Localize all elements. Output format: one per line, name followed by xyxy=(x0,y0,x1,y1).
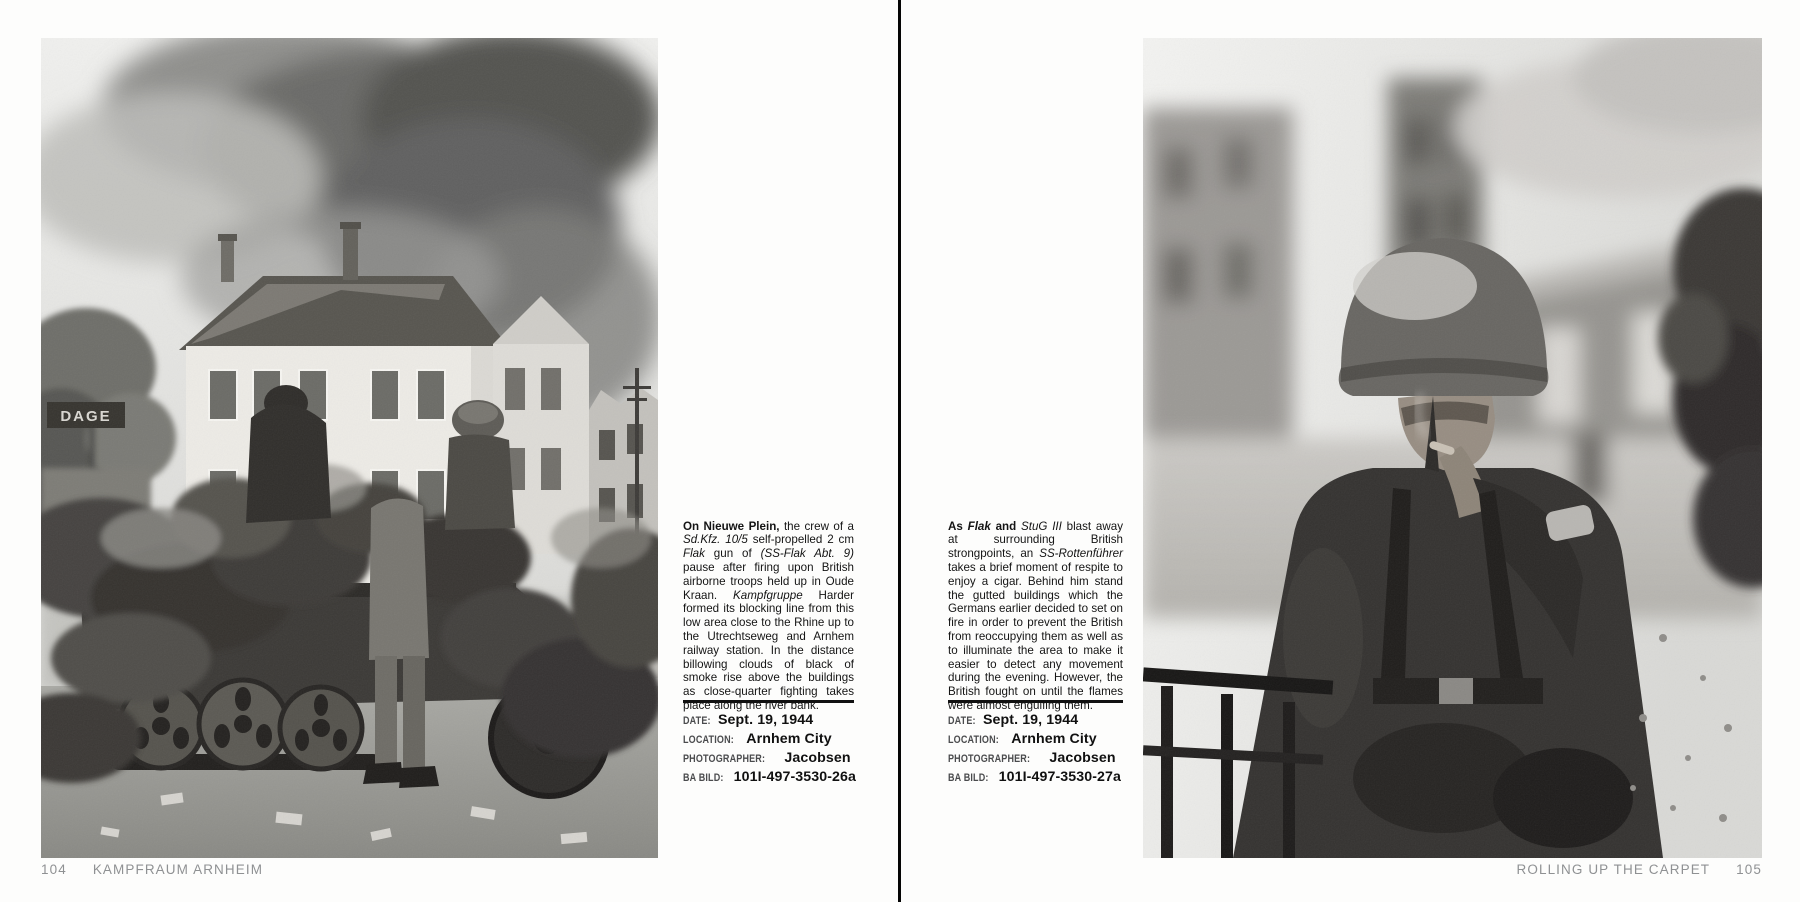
ba-bild-value: 101I-497-3530-26a xyxy=(733,769,857,785)
left-page-number: 104 xyxy=(41,862,67,877)
photographer-value: Jacobsen xyxy=(1049,750,1116,766)
garage-sign-text: DAGE xyxy=(60,408,112,425)
left-photo-caption: On Nieuwe Plein, the crew of a Sd.Kfz. 10/5 self-propelled 2 cm Flak gun of (SS-Flak Abt. 9) pause after firing upon British airborne troops held up in Oude Kraan. Kampfgruppe Harder formed its blocking line from this low area close to the Rhine up to the Utrechtseweg and Arnhem railway station. In the distance billowing clouds of black of smoke rise above the buildings as close-quarter fighting takes place along the river bank. xyxy=(683,519,854,712)
ba-bild-label: BA BILD: xyxy=(948,772,989,784)
date-value: Sept. 19, 1944 xyxy=(717,712,814,728)
film-grain xyxy=(1143,38,1762,858)
right-metadata-rule xyxy=(948,700,1123,703)
page-gutter-line xyxy=(898,0,901,902)
left-photo-art xyxy=(41,38,658,858)
date-value: Sept. 19, 1944 xyxy=(982,712,1079,728)
ba-bild-value: 101I-497-3530-27a xyxy=(998,769,1122,785)
location-value: Arnhem City xyxy=(1011,731,1097,747)
photographer-label: PHOTOGRAPHER: xyxy=(948,753,1031,765)
film-grain xyxy=(41,38,658,858)
right-chapter-title: ROLLING UP THE CARPET xyxy=(1516,862,1711,877)
right-page-number: 105 xyxy=(1736,862,1762,877)
left-chapter-title: KAMPFRAUM ARNHEIM xyxy=(92,862,264,877)
right-photo-caption: As Flak and StuG III blast away at surrounding British strongpoints, an SS-Rottenführer takes a brief moment of respite to enjoy a cigar. Behind him stand the gutted buildings which the Germans earlier decided to set on fire in order to prevent the British from reoccupying them as well as to illuminate the area to make it easier to detect any movement during the evening. However, the British fought on until the flames were almost engulfing them. xyxy=(948,519,1123,712)
right-page-photo xyxy=(1143,38,1762,858)
ba-bild-label: BA BILD: xyxy=(683,772,724,784)
metadata-row-date xyxy=(683,712,854,731)
right-page-footer xyxy=(1143,862,1762,877)
date-label: DATE: xyxy=(948,715,976,727)
metadata-row-ba-bild xyxy=(683,769,857,788)
left-metadata-block xyxy=(683,712,857,788)
photographer-value: Jacobsen xyxy=(784,750,851,766)
location-value: Arnhem City xyxy=(746,731,832,747)
metadata-row-ba-bild xyxy=(948,769,1123,788)
photographer-label: PHOTOGRAPHER: xyxy=(683,753,766,765)
date-label: DATE: xyxy=(683,715,711,727)
location-label: LOCATION: xyxy=(948,734,999,746)
left-page-footer xyxy=(41,862,263,877)
right-metadata-block xyxy=(948,712,1123,788)
metadata-row-photographer xyxy=(948,750,1123,769)
metadata-row-location xyxy=(948,731,1123,750)
left-page-photo xyxy=(41,38,658,858)
location-label: LOCATION: xyxy=(683,734,734,746)
metadata-row-photographer xyxy=(683,750,854,769)
right-photo-art xyxy=(1143,38,1762,858)
left-metadata-rule xyxy=(683,700,854,703)
metadata-row-location xyxy=(683,731,854,750)
metadata-row-date xyxy=(948,712,1123,731)
